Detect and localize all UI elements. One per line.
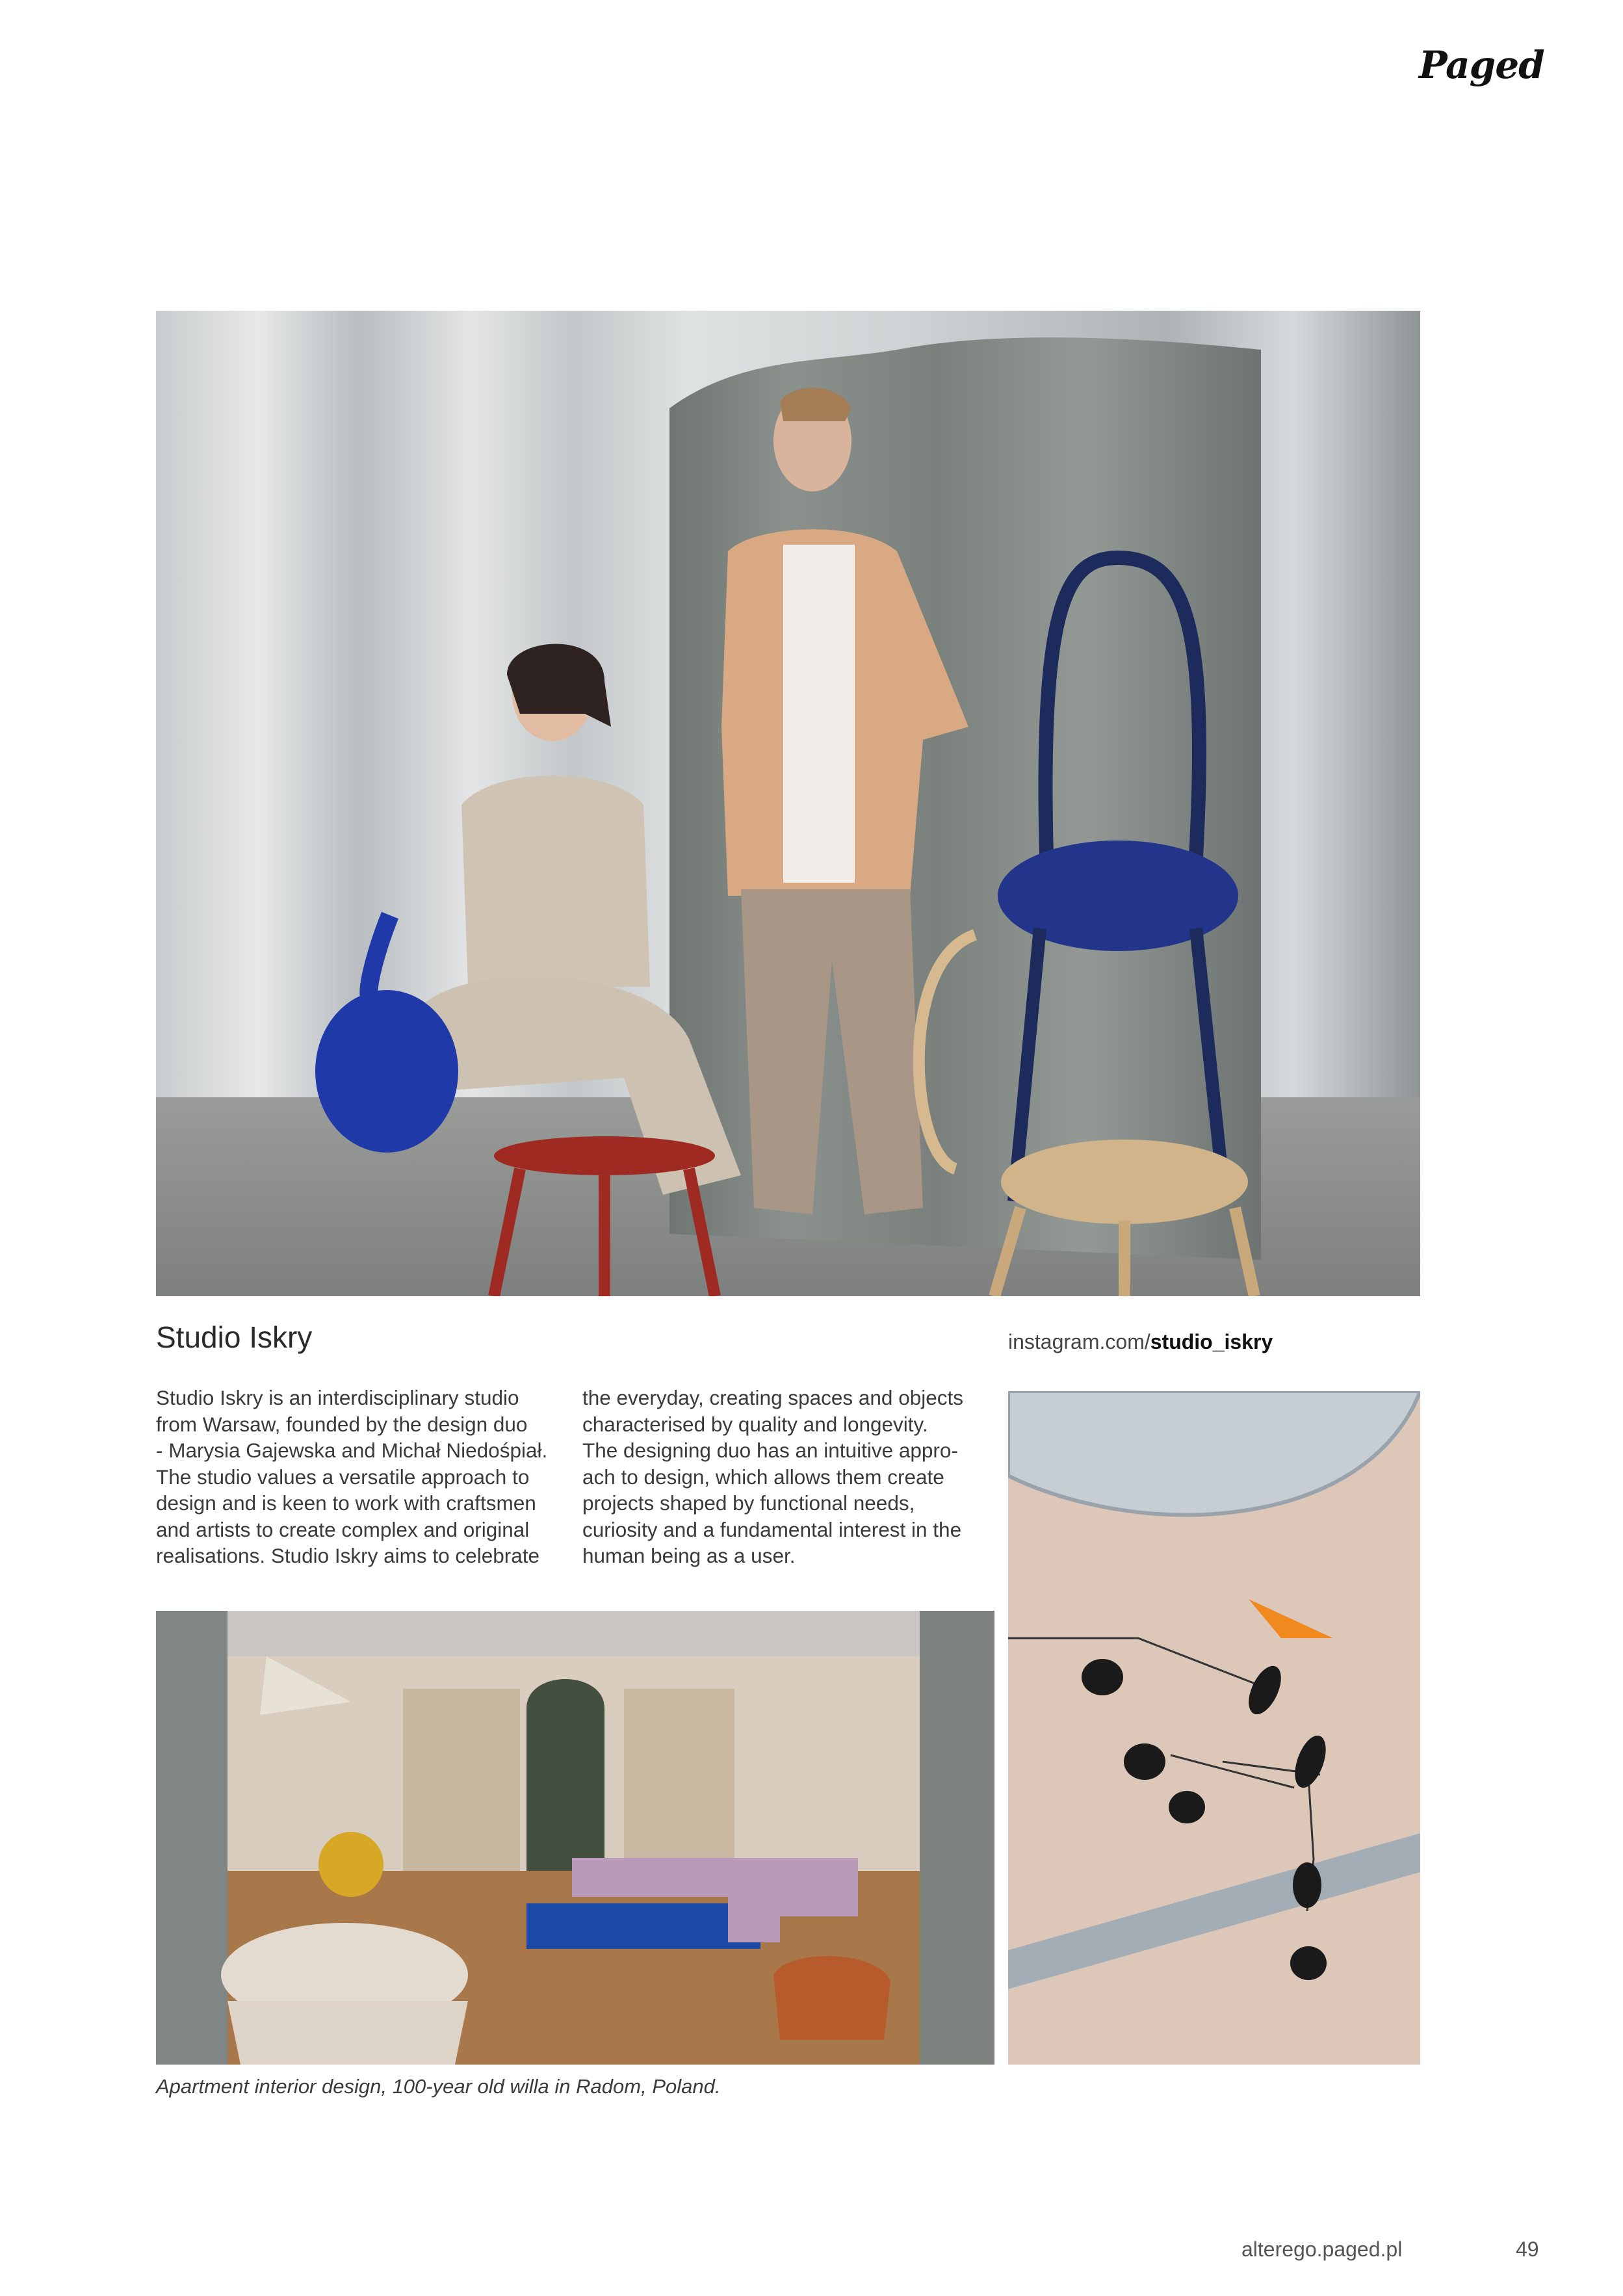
- footer-url[interactable]: alterego.paged.pl: [1241, 2237, 1403, 2261]
- hero-photo-designers-with-chairs: [156, 311, 1420, 1296]
- article-title: Studio Iskry: [156, 1320, 313, 1354]
- instagram-link[interactable]: [1008, 1330, 1273, 1354]
- interior-photo-apartment: [156, 1611, 994, 2065]
- page-number: 49: [1516, 2237, 1539, 2261]
- article-body-column-1: Studio Iskry is an interdisciplinary studio from Warsaw, founded by the design duo - Marysia Gajewska and Michał Niedośpiał. The studio values a versatile approach to design and is keen to work with craftsmen and artists to create complex and original realisations. Studio Iskry aims to celebrate: [156, 1386, 548, 1567]
- paged-logo: Paged: [1419, 43, 1544, 87]
- mobile-sculpture-photo: [1008, 1391, 1420, 2065]
- instagram-handle: studio_iskry: [1150, 1330, 1273, 1353]
- image-caption: Apartment interior design, 100-year old willa in Radom, Poland.: [156, 2075, 721, 2098]
- instagram-prefix: instagram.com/: [1008, 1330, 1150, 1353]
- article-body-column-2: the everyday, creating spaces and objects characterised by quality and longevity. The designing duo has an intuitive appro- ach to design, which allows them create projects shaped by functional needs, curiosity and a fundamental interest in the human being as a user.: [582, 1386, 964, 1567]
